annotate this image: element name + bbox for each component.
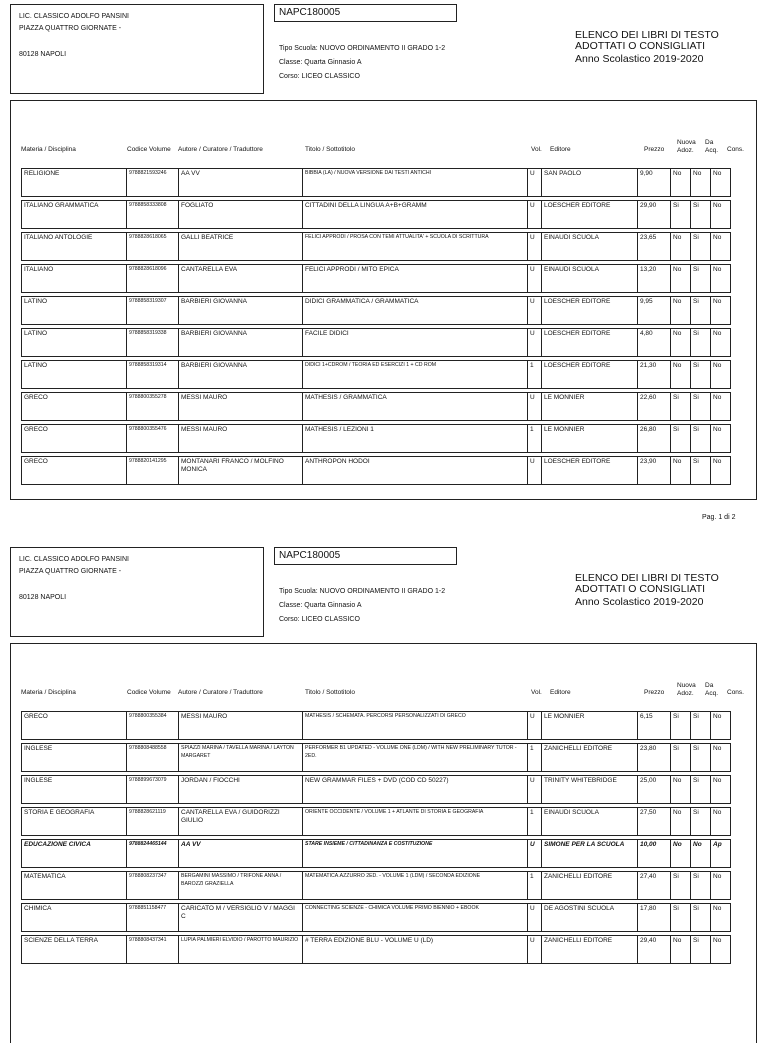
cell-codice: 9788800355476 xyxy=(127,425,179,453)
cell-nuova-adoz: No xyxy=(671,936,691,964)
cell-autore: GALLI BEATRICE xyxy=(179,233,303,261)
cell-autore: FOGLIATO xyxy=(179,201,303,229)
cell-autore: SPIAZZI MARINA / TAVELLA MARINA / LAYTON MARGARET xyxy=(179,744,303,772)
cell-cons: No xyxy=(711,393,731,421)
document-title xyxy=(575,30,719,65)
school-city: 80128 NAPOLI xyxy=(19,594,67,601)
school-info-box xyxy=(10,547,264,637)
cell-prezzo: 29,40 xyxy=(638,936,671,964)
cell-cons: No xyxy=(711,265,731,293)
title-line-2: ADOTTATI O CONSIGLIATI xyxy=(575,40,706,52)
cell-vol: 1 xyxy=(528,425,542,453)
cell-editore: EINAUDI SCUOLA xyxy=(542,808,638,836)
cell-autore: MONTANARI FRANCO / MOLFINO MONICA xyxy=(179,457,303,485)
cell-vol: 1 xyxy=(528,872,542,900)
cell-autore: BARBIERI GIOVANNA xyxy=(179,329,303,357)
cell-editore: SIMONE PER LA SCUOLA xyxy=(542,840,638,868)
cell-da-acq: No xyxy=(691,840,711,868)
cell-materia: LATINO xyxy=(22,361,127,389)
cell-da-acq: Si xyxy=(691,744,711,772)
cell-editore: LOESCHER EDITORE xyxy=(542,457,638,485)
cell-vol: 1 xyxy=(528,361,542,389)
tipo-scuola: Tipo Scuola: NUOVO ORDINAMENTO II GRADO 1-2 xyxy=(279,45,446,52)
book-list-box xyxy=(10,643,757,1043)
cell-codice: 9788800355278 xyxy=(127,393,179,421)
cell-codice: 9788808488558 xyxy=(127,744,179,772)
cell-cons: No xyxy=(711,425,731,453)
table-row xyxy=(22,233,731,261)
cell-vol: 1 xyxy=(528,808,542,836)
title-line-1: ELENCO DEI LIBRI DI TESTO xyxy=(575,29,719,41)
cell-cons: No xyxy=(711,457,731,485)
cell-materia: ITALIANO ANTOLOGIE xyxy=(22,233,127,261)
cell-cons: No xyxy=(711,361,731,389)
cell-vol: U xyxy=(528,840,542,868)
cell-nuova-adoz: Si xyxy=(671,712,691,740)
cell-autore: LUPIA PALMIERI ELVIDIO / PAROTTO MAURIZIO xyxy=(179,936,303,964)
cell-nuova-adoz: Si xyxy=(671,904,691,932)
cell-editore: LOESCHER EDITORE xyxy=(542,329,638,357)
cell-codice: 9788808237347 xyxy=(127,872,179,900)
cell-codice: 9788858333808 xyxy=(127,201,179,229)
classe: Classe: Quarta Ginnasio A xyxy=(279,59,362,66)
table-row xyxy=(22,169,731,197)
col-nuova: Nuova Adoz. xyxy=(677,139,696,154)
cell-codice: 9788828618065 xyxy=(127,233,179,261)
cell-da-acq: Si xyxy=(691,265,711,293)
school-city: 80128 NAPOLI xyxy=(19,51,67,58)
cell-codice: 9788820141295 xyxy=(127,457,179,485)
cell-cons: No xyxy=(711,744,731,772)
cell-prezzo: 9,95 xyxy=(638,297,671,325)
cell-prezzo: 13,20 xyxy=(638,265,671,293)
cell-editore: EINAUDI SCUOLA xyxy=(542,265,638,293)
table-row xyxy=(22,329,731,357)
cell-prezzo: 23,80 xyxy=(638,744,671,772)
table-row xyxy=(22,201,731,229)
cell-da-acq: Si xyxy=(691,776,711,804)
col-codice: Codice Volume xyxy=(127,689,171,696)
cell-cons: No xyxy=(711,233,731,261)
cell-prezzo: 22,60 xyxy=(638,393,671,421)
cell-nuova-adoz: No xyxy=(671,840,691,868)
table-row xyxy=(22,904,731,932)
cell-prezzo: 26,80 xyxy=(638,425,671,453)
col-cons: Cons. xyxy=(727,689,744,696)
cell-vol: U xyxy=(528,457,542,485)
cell-prezzo: 4,80 xyxy=(638,329,671,357)
cell-prezzo: 10,00 xyxy=(638,840,671,868)
cell-autore: MESSI MAURO xyxy=(179,712,303,740)
cell-materia: GRECO xyxy=(22,425,127,453)
cell-materia: ITALIANO GRAMMATICA xyxy=(22,201,127,229)
col-titolo: Titolo / Sottotitolo xyxy=(305,146,355,153)
cell-cons: No xyxy=(711,936,731,964)
cell-da-acq: Si xyxy=(691,233,711,261)
table-row xyxy=(22,712,731,740)
cell-prezzo: 23,65 xyxy=(638,233,671,261)
cell-titolo: FACILE DIDICI xyxy=(303,329,528,357)
corso: Corso: LICEO CLASSICO xyxy=(279,616,360,623)
cell-nuova-adoz: No xyxy=(671,329,691,357)
school-year: Anno Scolastico 2019-2020 xyxy=(575,596,704,608)
cell-vol: U xyxy=(528,265,542,293)
cell-materia: STORIA E GEOGRAFIA xyxy=(22,808,127,836)
cell-editore: ZANICHELLI EDITORE xyxy=(542,744,638,772)
table-row xyxy=(22,393,731,421)
cell-nuova-adoz: Si xyxy=(671,201,691,229)
course-info xyxy=(279,585,445,627)
table-row xyxy=(22,776,731,804)
cell-vol: U xyxy=(528,169,542,197)
cell-titolo: FELICI APPRODI / MITO EPICA xyxy=(303,265,528,293)
cell-editore: EINAUDI SCUOLA xyxy=(542,233,638,261)
cell-autore: BARBIERI GIOVANNA xyxy=(179,361,303,389)
cell-autore: MESSI MAURO xyxy=(179,425,303,453)
cell-editore: LOESCHER EDITORE xyxy=(542,361,638,389)
cell-titolo: MATHESIS / LEZIONI 1 xyxy=(303,425,528,453)
cell-codice: 9788828618096 xyxy=(127,265,179,293)
cell-editore: LOESCHER EDITORE xyxy=(542,297,638,325)
school-address: PIAZZA QUATTRO GIORNATE - xyxy=(19,568,122,575)
cell-cons: No xyxy=(711,712,731,740)
cell-nuova-adoz: No xyxy=(671,169,691,197)
cell-cons: No xyxy=(711,776,731,804)
cell-autore: AA VV xyxy=(179,169,303,197)
cell-cons: No xyxy=(711,872,731,900)
table-row xyxy=(22,936,731,964)
table-row xyxy=(22,457,731,485)
table-row xyxy=(22,425,731,453)
school-name: LIC. CLASSICO ADOLFO PANSINI xyxy=(19,556,129,563)
cell-materia: GRECO xyxy=(22,712,127,740)
col-codice: Codice Volume xyxy=(127,146,171,153)
school-address: PIAZZA QUATTRO GIORNATE - xyxy=(19,25,122,32)
cell-editore: TRINITY WHITEBRIDGE xyxy=(542,776,638,804)
cell-prezzo: 25,00 xyxy=(638,776,671,804)
cell-materia: LATINO xyxy=(22,329,127,357)
cell-da-acq: Si xyxy=(691,936,711,964)
table-row xyxy=(22,872,731,900)
cell-cons: No xyxy=(711,297,731,325)
cell-editore: LE MONNIER xyxy=(542,393,638,421)
cell-da-acq: Si xyxy=(691,904,711,932)
cell-autore: AA VV xyxy=(179,840,303,868)
cell-prezzo: 21,30 xyxy=(638,361,671,389)
cell-nuova-adoz: Si xyxy=(671,744,691,772)
cell-da-acq: Si xyxy=(691,425,711,453)
col-editore: Editore xyxy=(550,146,571,153)
cell-prezzo: 29,90 xyxy=(638,201,671,229)
col-vol: Vol. xyxy=(531,689,542,696)
table-row xyxy=(22,297,731,325)
cell-prezzo: 6,15 xyxy=(638,712,671,740)
table-row xyxy=(22,361,731,389)
col-autore: Autore / Curatore / Traduttore xyxy=(178,689,263,696)
cell-materia: ITALIANO xyxy=(22,265,127,293)
cell-prezzo: 27,50 xyxy=(638,808,671,836)
title-line-2: ADOTTATI O CONSIGLIATI xyxy=(575,583,706,595)
cell-nuova-adoz: No xyxy=(671,457,691,485)
page-number: Pag. 1 di 2 xyxy=(702,514,736,521)
col-da: Da Acq. xyxy=(705,682,719,697)
col-vol: Vol. xyxy=(531,146,542,153)
cell-vol: U xyxy=(528,936,542,964)
cell-materia: INGLESE xyxy=(22,744,127,772)
col-editore: Editore xyxy=(550,689,571,696)
cell-titolo: CITTADINI DELLA LINGUA A+B+GRAMM xyxy=(303,201,528,229)
cell-cons: No xyxy=(711,201,731,229)
cell-nuova-adoz: No xyxy=(671,776,691,804)
corso: Corso: LICEO CLASSICO xyxy=(279,73,360,80)
col-cons: Cons. xyxy=(727,146,744,153)
book-table-page-2 xyxy=(21,711,731,964)
school-year: Anno Scolastico 2019-2020 xyxy=(575,53,704,65)
cell-prezzo: 27,40 xyxy=(638,872,671,900)
cell-da-acq: Si xyxy=(691,361,711,389)
cell-autore: CANTARELLA EVA xyxy=(179,265,303,293)
cell-codice: 9788821593246 xyxy=(127,169,179,197)
cell-da-acq: Si xyxy=(691,457,711,485)
cell-titolo: DIDICI GRAMMATICA / GRAMMATICA xyxy=(303,297,528,325)
book-table-page-1 xyxy=(21,168,731,485)
cell-materia: CHIMICA xyxy=(22,904,127,932)
table-row xyxy=(22,265,731,293)
cell-nuova-adoz: No xyxy=(671,361,691,389)
cell-titolo: NEW GRAMMAR FILES + DVD (COD CD 50227) xyxy=(303,776,528,804)
cell-editore: LE MONNIER xyxy=(542,712,638,740)
cell-autore: MESSI MAURO xyxy=(179,393,303,421)
cell-editore: LE MONNIER xyxy=(542,425,638,453)
cell-vol: U xyxy=(528,329,542,357)
document-title xyxy=(575,573,719,608)
cell-titolo: ANTHROPON HODOI xyxy=(303,457,528,485)
cell-codice: 9788824465144 xyxy=(127,840,179,868)
cell-autore: JORDAN / FIOCCHI xyxy=(179,776,303,804)
tipo-scuola: Tipo Scuola: NUOVO ORDINAMENTO II GRADO 1-2 xyxy=(279,588,446,595)
cell-prezzo: 17,80 xyxy=(638,904,671,932)
cell-materia: MATEMATICA xyxy=(22,872,127,900)
cell-da-acq: Si xyxy=(691,712,711,740)
cell-nuova-adoz: No xyxy=(671,297,691,325)
cell-vol: U xyxy=(528,904,542,932)
cell-da-acq: Si xyxy=(691,297,711,325)
cell-vol: U xyxy=(528,776,542,804)
cell-vol: U xyxy=(528,393,542,421)
cell-prezzo: 23,90 xyxy=(638,457,671,485)
cell-da-acq: Si xyxy=(691,872,711,900)
cell-da-acq: Si xyxy=(691,393,711,421)
title-line-1: ELENCO DEI LIBRI DI TESTO xyxy=(575,572,719,584)
cell-editore: ZANICHELLI EDITORE xyxy=(542,872,638,900)
cell-autore: CARICATO M / VERSIGLIO V / MAGGI C xyxy=(179,904,303,932)
col-prezzo: Prezzo xyxy=(644,689,665,696)
cell-autore: BERGAMINI MASSIMO / TRIFONE ANNA / BAROZZI GRAZIELLA xyxy=(179,872,303,900)
cell-vol: U xyxy=(528,233,542,261)
cell-materia: INGLESE xyxy=(22,776,127,804)
cell-titolo: MATHESIS / GRAMMATICA xyxy=(303,393,528,421)
col-autore: Autore / Curatore / Traduttore xyxy=(178,146,263,153)
cell-titolo: CONNECTING SCIENZE - CHIMICA VOLUME PRIMO BIENNIO + EBOOK xyxy=(303,904,528,932)
cell-vol: U xyxy=(528,201,542,229)
cell-titolo: ORIENTE OCCIDENTE / VOLUME 1 + ATLANTE DI STORIA E GEOGRAFIA xyxy=(303,808,528,836)
cell-titolo: STARE INSIEME / CITTADINANZA E COSTITUZIONE xyxy=(303,840,528,868)
cell-editore: DE AGOSTINI SCUOLA xyxy=(542,904,638,932)
cell-codice: 9788808437341 xyxy=(127,936,179,964)
cell-titolo: FELICI APPRODI / PROSA CON TEMI ATTUALITA' + SCUOLA DI SCRITTURA xyxy=(303,233,528,261)
cell-cons: Ap xyxy=(711,840,731,868)
cell-nuova-adoz: No xyxy=(671,233,691,261)
cell-materia: LATINO xyxy=(22,297,127,325)
cell-autore: BARBIERI GIOVANNA xyxy=(179,297,303,325)
cell-nuova-adoz: Si xyxy=(671,393,691,421)
cell-da-acq: No xyxy=(691,169,711,197)
col-materia: Materia / Disciplina xyxy=(21,146,76,153)
cell-vol: 1 xyxy=(528,744,542,772)
cell-vol: U xyxy=(528,297,542,325)
cell-cons: No xyxy=(711,808,731,836)
cell-nuova-adoz: No xyxy=(671,265,691,293)
cell-codice: 9788851158477 xyxy=(127,904,179,932)
cell-codice: 9788828621119 xyxy=(127,808,179,836)
cell-codice: 9788858319338 xyxy=(127,329,179,357)
cell-materia: SCIENZE DELLA TERRA xyxy=(22,936,127,964)
course-info xyxy=(279,42,445,84)
cell-materia: RELIGIONE xyxy=(22,169,127,197)
book-list-box xyxy=(10,100,757,500)
col-da: Da Acq. xyxy=(705,139,719,154)
cell-nuova-adoz: Si xyxy=(671,872,691,900)
table-row xyxy=(22,808,731,836)
classe: Classe: Quarta Ginnasio A xyxy=(279,602,362,609)
col-titolo: Titolo / Sottotitolo xyxy=(305,689,355,696)
cell-cons: No xyxy=(711,329,731,357)
school-name: LIC. CLASSICO ADOLFO PANSINI xyxy=(19,13,129,20)
cell-prezzo: 9,90 xyxy=(638,169,671,197)
cell-titolo: MATHESIS / SCHEMATA. PERCORSI PERSONALIZZATI DI GRECO xyxy=(303,712,528,740)
col-nuova: Nuova Adoz. xyxy=(677,682,696,697)
cell-editore: SAN PAOLO xyxy=(542,169,638,197)
cell-codice: 9788858319307 xyxy=(127,297,179,325)
cell-titolo: PERFORMER B1 UPDATED - VOLUME ONE (LDM) / WITH NEW PRELIMINARY TUTOR - 2ED. xyxy=(303,744,528,772)
cell-vol: U xyxy=(528,712,542,740)
cell-nuova-adoz: Si xyxy=(671,425,691,453)
cell-codice: 9788899673079 xyxy=(127,776,179,804)
cell-editore: LOESCHER EDITORE xyxy=(542,201,638,229)
cell-autore: CANTARELLA EVA / GUIDORIZZI GIULIO xyxy=(179,808,303,836)
cell-cons: No xyxy=(711,904,731,932)
table-row xyxy=(22,840,731,868)
cell-nuova-adoz: No xyxy=(671,808,691,836)
col-materia: Materia / Disciplina xyxy=(21,689,76,696)
school-code: NAPC180005 xyxy=(274,547,457,565)
cell-materia: GRECO xyxy=(22,457,127,485)
cell-materia: EDUCAZIONE CIVICA xyxy=(22,840,127,868)
cell-materia: GRECO xyxy=(22,393,127,421)
cell-titolo: # TERRA EDIZIONE BLU - VOLUME U (LD) xyxy=(303,936,528,964)
cell-titolo: DIDICI 1+CDROM / TEORIA ED ESERCIZI 1 + CD ROM xyxy=(303,361,528,389)
cell-titolo: BIBBIA (LA) / NUOVA VERSIONE DAI TESTI ANTICHI xyxy=(303,169,528,197)
cell-da-acq: Si xyxy=(691,201,711,229)
cell-da-acq: Si xyxy=(691,329,711,357)
col-prezzo: Prezzo xyxy=(644,146,665,153)
school-code: NAPC180005 xyxy=(274,4,457,22)
cell-codice: 9788858319314 xyxy=(127,361,179,389)
cell-titolo: MATEMATICA.AZZURRO 2ED. - VOLUME 1 (LDM) / SECONDA EDIZIONE xyxy=(303,872,528,900)
cell-editore: ZANICHELLI EDITORE xyxy=(542,936,638,964)
school-info-box xyxy=(10,4,264,94)
cell-cons: No xyxy=(711,169,731,197)
cell-codice: 9788800355384 xyxy=(127,712,179,740)
cell-da-acq: Si xyxy=(691,808,711,836)
table-row xyxy=(22,744,731,772)
